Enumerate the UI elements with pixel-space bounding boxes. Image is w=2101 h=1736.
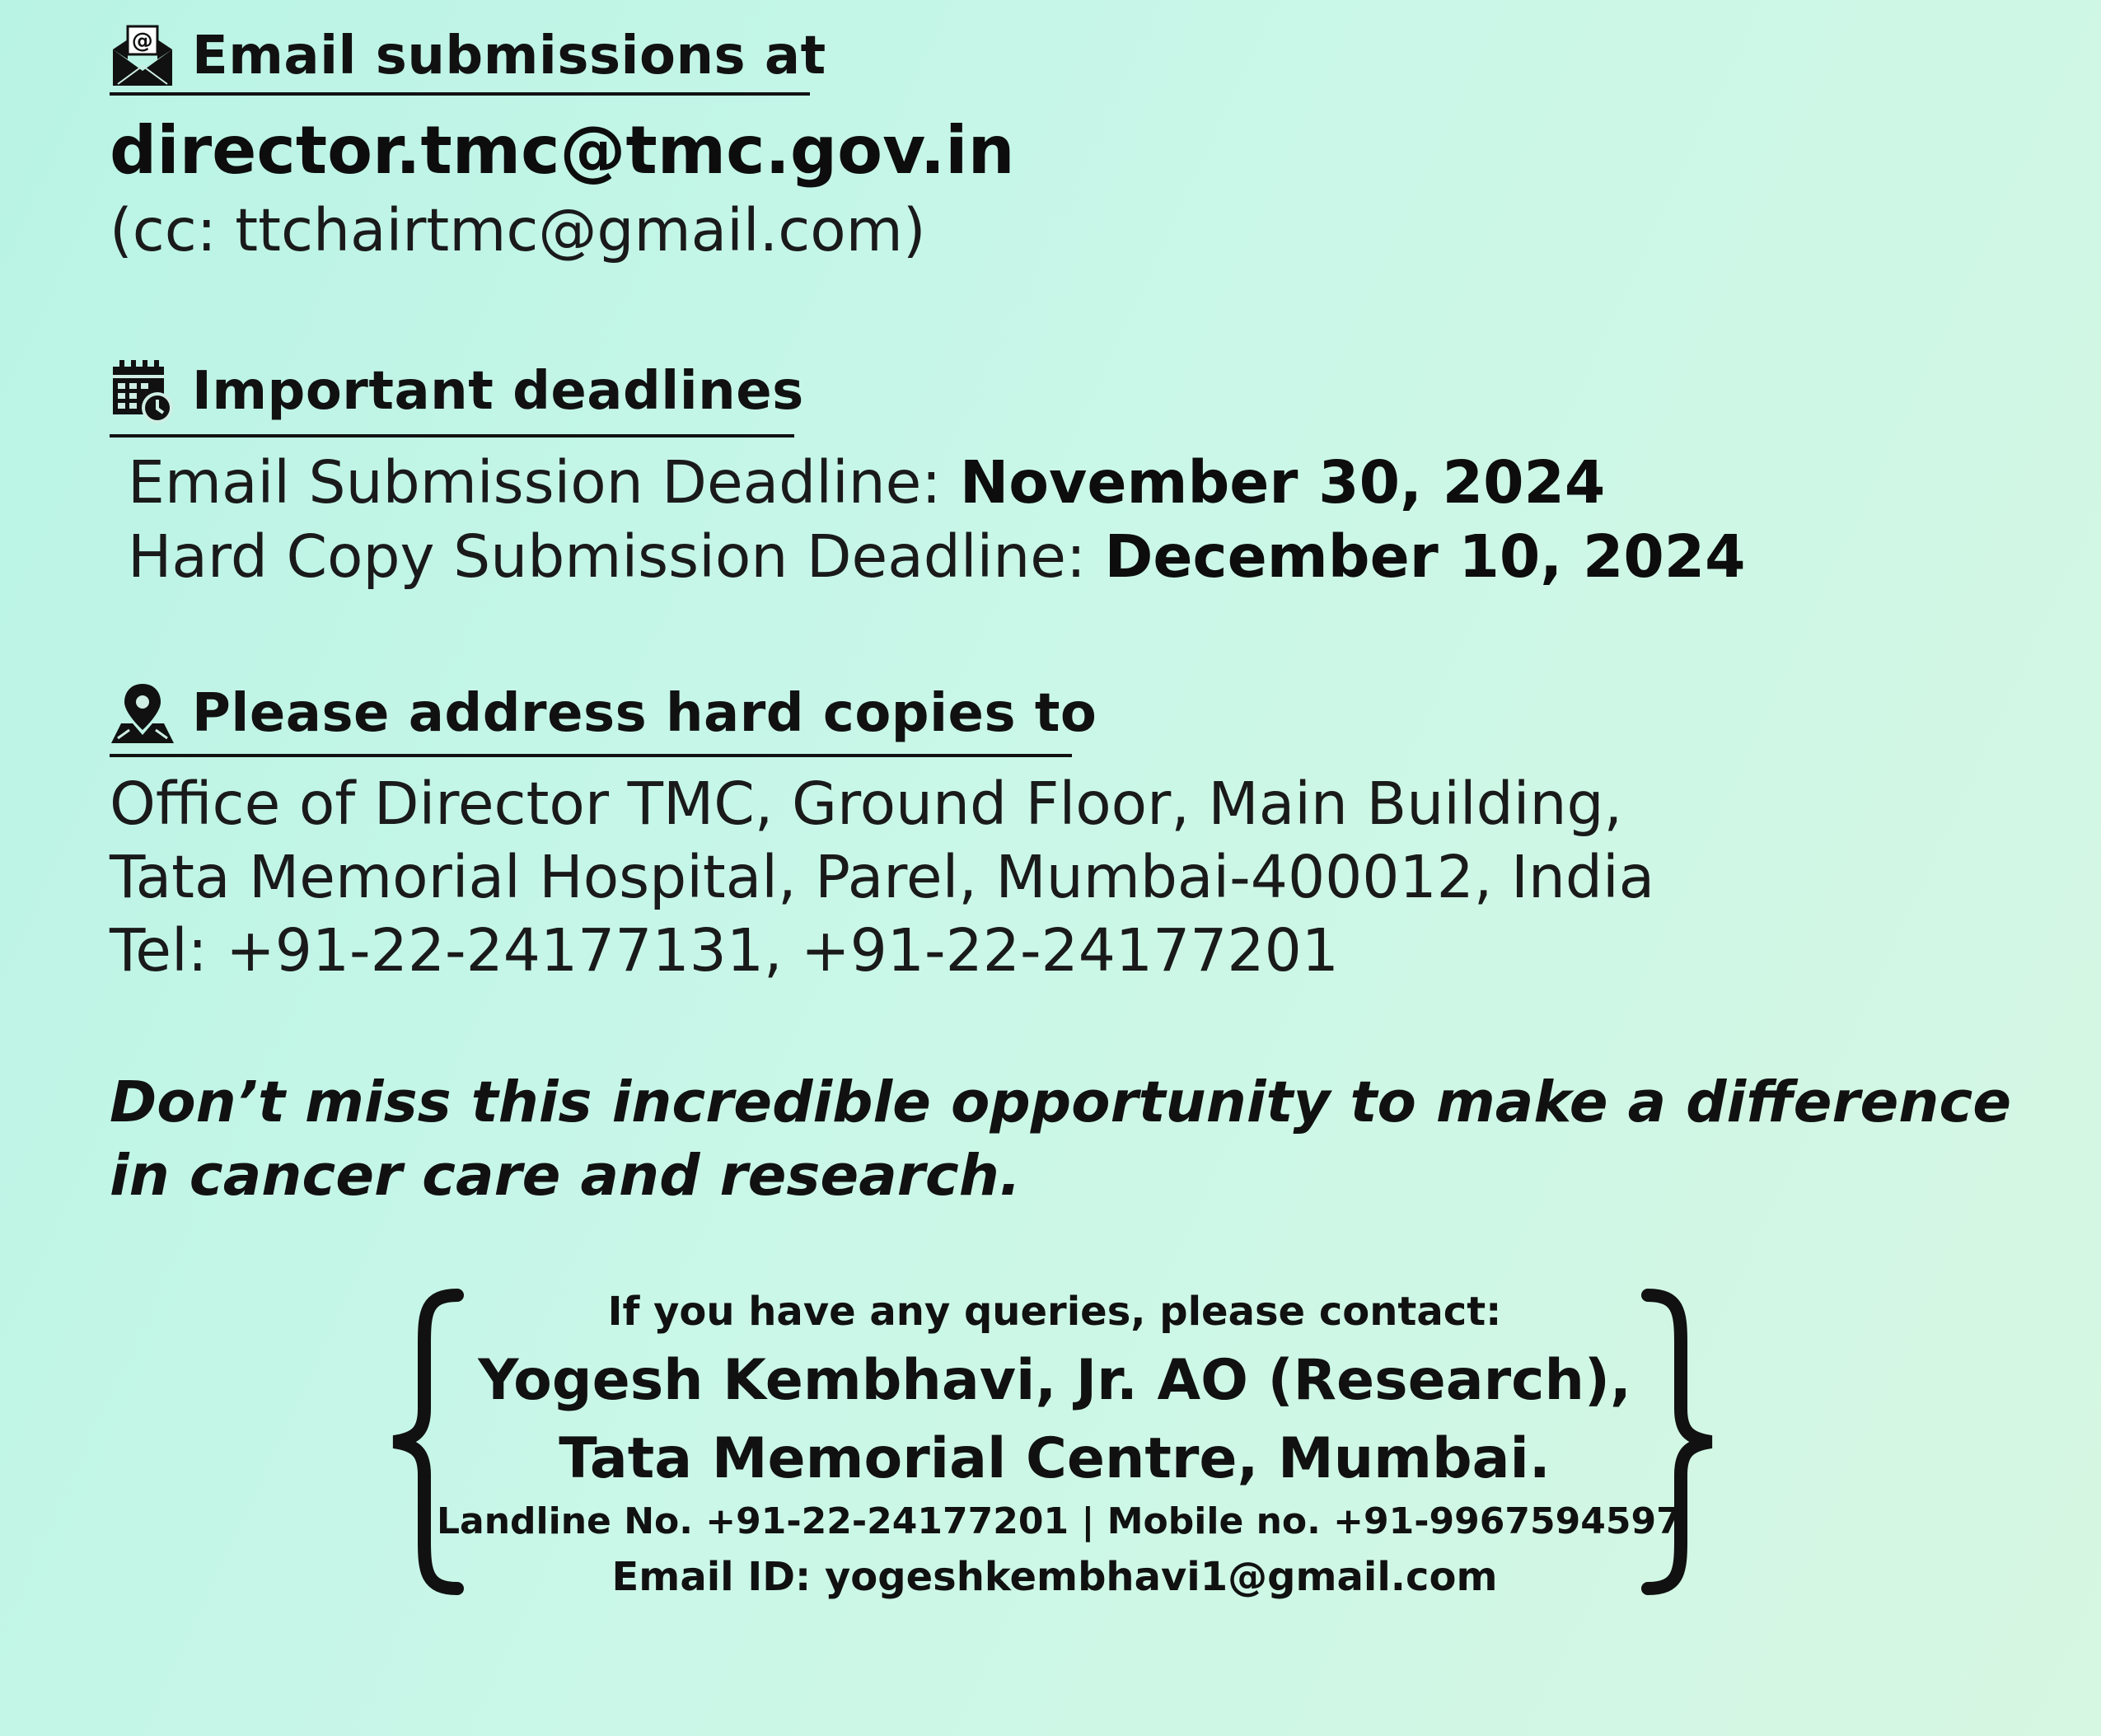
contact-email[interactable]: Email ID: yogeshkembhavi1@gmail.com bbox=[611, 1554, 1498, 1600]
tagline-line-1: Don’t miss this incredible opportunity to make a difference bbox=[110, 1069, 2012, 1135]
deadlines-heading bbox=[110, 358, 804, 424]
deadlines-heading-underline bbox=[110, 434, 794, 438]
email-heading bbox=[110, 23, 826, 89]
address-line-1: Office of Director TMC, Ground Floor, Main Building, bbox=[110, 770, 1623, 838]
address-phone-line: Tel: +91-22-24177131, +91-22-24177201 bbox=[110, 916, 1339, 985]
contact-organization: Tata Memorial Centre, Mumbai. bbox=[559, 1426, 1551, 1491]
svg-text:@: @ bbox=[131, 29, 154, 54]
map-pin-icon bbox=[110, 681, 175, 746]
email-heading-label: Email submissions at bbox=[192, 26, 826, 87]
hardcopy-deadline-label: Hard Copy Submission Deadline: bbox=[128, 522, 1105, 591]
address-heading-label: Please address hard copies to bbox=[192, 683, 1097, 744]
contact-phones: Landline No. +91-22-24177201 | Mobile no. +91-9967594597 bbox=[437, 1500, 1682, 1542]
tagline-line-2: in cancer care and research. bbox=[110, 1143, 1022, 1209]
hardcopy-deadline-row bbox=[128, 522, 1746, 591]
email-heading-underline bbox=[110, 92, 810, 96]
address-heading bbox=[110, 681, 1097, 746]
contact-intro: If you have any queries, please contact: bbox=[607, 1289, 1502, 1335]
contact-name: Yogesh Kembhavi, Jr. AO (Research), bbox=[478, 1348, 1631, 1413]
cc-email: (cc: ttchairtmc@gmail.com) bbox=[110, 196, 926, 264]
email-deadline-row bbox=[128, 448, 1606, 517]
address-line-2: Tata Memorial Hospital, Parel, Mumbai-400012, India bbox=[110, 843, 1655, 911]
email-deadline-label: Email Submission Deadline: bbox=[128, 448, 960, 517]
email-envelope-icon bbox=[110, 23, 175, 89]
calendar-clock-icon bbox=[110, 358, 175, 424]
primary-email[interactable]: director.tmc@tmc.gov.in bbox=[110, 112, 1015, 189]
email-deadline-date: November 30, 2024 bbox=[959, 448, 1606, 517]
hardcopy-deadline-date: December 10, 2024 bbox=[1104, 522, 1746, 591]
deadlines-heading-label: Important deadlines bbox=[192, 361, 804, 422]
address-heading-underline bbox=[110, 754, 1072, 757]
